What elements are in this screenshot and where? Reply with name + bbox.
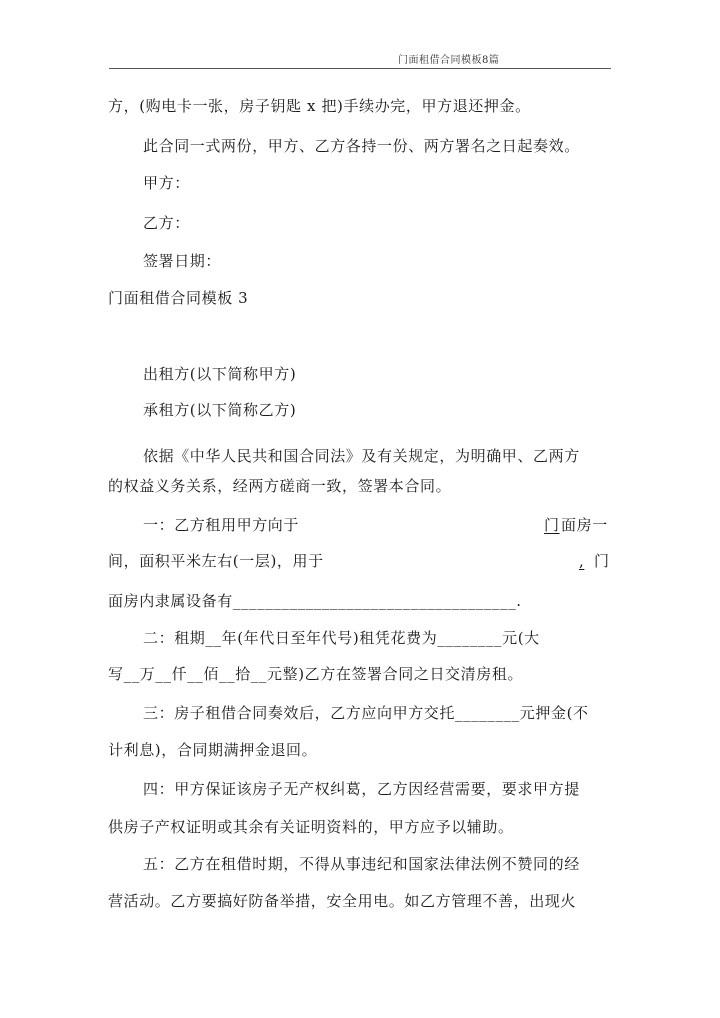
text-line: 甲方： (143, 174, 190, 192)
party-line: 出租方(以下简称甲方) (143, 365, 297, 383)
section-heading: 门面租借合同模板 3 (108, 289, 249, 307)
clause-5-text: 营活动。乙方要搞好防备举措，安全用电。如乙方管理不善，出现火 (108, 892, 577, 910)
clause-1-underlined-mark: , (579, 552, 585, 570)
text-line: 依据《中华人民共和国合同法》及有关规定，为明确甲、乙两方 (143, 447, 580, 465)
clause-4-text: 供房子产权证明或其余有关证明资料的，甲方应予以辅助。 (108, 818, 514, 836)
clause-1-text: 面房内隶属设备有___________________________________. (108, 592, 522, 610)
clause-1-text: 门 (594, 552, 610, 570)
clause-2-text: 二：租期__年(年代日至年代号)租凭花费为________元(大 (143, 629, 540, 647)
text-line: 此合同一式两份，甲方、乙方各持一份、两方署名之日起奏效。 (143, 137, 580, 155)
party-line: 承租方(以下简称乙方) (143, 401, 297, 419)
clause-1-text: 一：乙方租用甲方向于 (143, 516, 300, 534)
clause-1-text: 面房一 (561, 516, 608, 534)
header-rule (109, 68, 611, 69)
clause-3-text: 三：房子租借合同奏效后，乙方应向甲方交托________元押金(不 (143, 704, 589, 722)
clause-4-text: 四：甲方保证该房子无产权纠葛，乙方因经营需要，要求甲方提 (143, 780, 580, 798)
clause-3-text: 计利息)，合同期满押金退回。 (108, 741, 318, 759)
text-line: 乙方： (143, 214, 190, 232)
running-header-title: 门面租借合同模板8篇 (398, 55, 500, 66)
text-line: 签署日期： (143, 252, 222, 270)
clause-1-underlined-text: 门 (544, 516, 560, 534)
text-line: 的权益义务关系，经两方磋商一致，签署本合同。 (108, 477, 452, 495)
clause-1-text: 间，面积平米左右(一层)，用于 (108, 552, 324, 570)
clause-5-text: 五：乙方在租借时期，不得从事违纪和国家法律法例不赞同的经 (143, 855, 580, 873)
clause-2-text: 写__万__仟__佰__拾__元整)乙方在签署合同之日交清房租。 (108, 665, 524, 683)
text-line: 方，(购电卡一张，房子钥匙 x 把)手续办完，甲方退还押金。 (108, 97, 531, 115)
